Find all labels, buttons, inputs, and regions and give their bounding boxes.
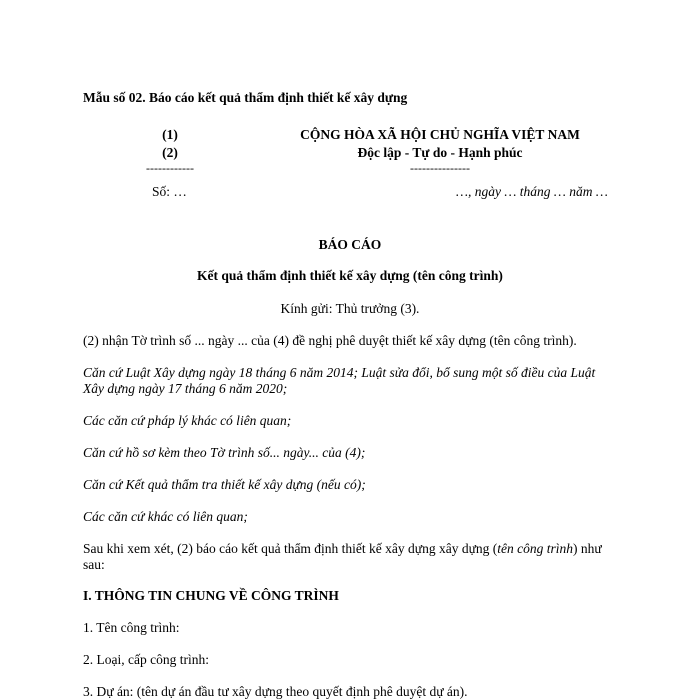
- national-title: CỘNG HÒA XÃ HỘI CHỦ NGHĨA VIỆT NAM: [300, 127, 580, 142]
- document-subtitle: Kết quả thẩm định thiết kế xây dựng (tên công trình): [197, 268, 503, 283]
- basis-item: Căn cứ Luật Xây dựng ngày 18 tháng 6 năm 2014; Luật sửa đổi, bổ sung một số điều của Luật Xây dựng ngày 17 tháng 6 năm 2020;: [83, 365, 596, 396]
- section-item: 3. Dự án: (tên dự án đầu tư xây dựng theo quyết định phê duyệt dự án).: [83, 684, 468, 699]
- section-item: 1. Tên công trình:: [83, 620, 180, 635]
- right-divider: ---------------: [410, 161, 470, 175]
- left-divider: ------------: [146, 161, 194, 175]
- basis-item: Các căn cứ pháp lý khác có liên quan;: [83, 413, 292, 428]
- intro-paragraph: (2) nhận Tờ trình số ... ngày ... của (4) đề nghị phê duyệt thiết kế xây dựng (tên công trình).: [83, 333, 577, 348]
- report-text-after: ) như sau:: [83, 541, 602, 572]
- basis-item: Căn cứ Kết quả thẩm tra thiết kế xây dựng (nếu có);: [83, 477, 366, 492]
- issuer-code-1: (1): [162, 127, 178, 142]
- basis-item: Các căn cứ khác có liên quan;: [83, 509, 248, 524]
- report-text-project-name: tên công trình: [497, 541, 574, 556]
- report-paragraph: [83, 541, 613, 573]
- section-item: 2. Loại, cấp công trình:: [83, 652, 209, 667]
- national-motto: Độc lập - Tự do - Hạnh phúc: [357, 145, 523, 160]
- document-date: …, ngày … tháng … năm …: [456, 184, 608, 199]
- section-heading: I. THÔNG TIN CHUNG VỀ CÔNG TRÌNH: [83, 588, 339, 603]
- form-title: Mẫu số 02. Báo cáo kết quả thẩm định thiết kế xây dựng: [83, 90, 408, 105]
- report-text-before: Sau khi xem xét, (2) báo cáo kết quả thẩm định thiết kế xây dựng xây dựng (: [83, 541, 498, 556]
- salutation: Kính gửi: Thủ trưởng (3).: [280, 301, 420, 316]
- issuer-code-2: (2): [162, 145, 178, 160]
- document-number: Số: …: [152, 184, 187, 199]
- document-title: BÁO CÁO: [318, 237, 382, 252]
- basis-item: Căn cứ hồ sơ kèm theo Tờ trình số... ngày... của (4);: [83, 445, 366, 460]
